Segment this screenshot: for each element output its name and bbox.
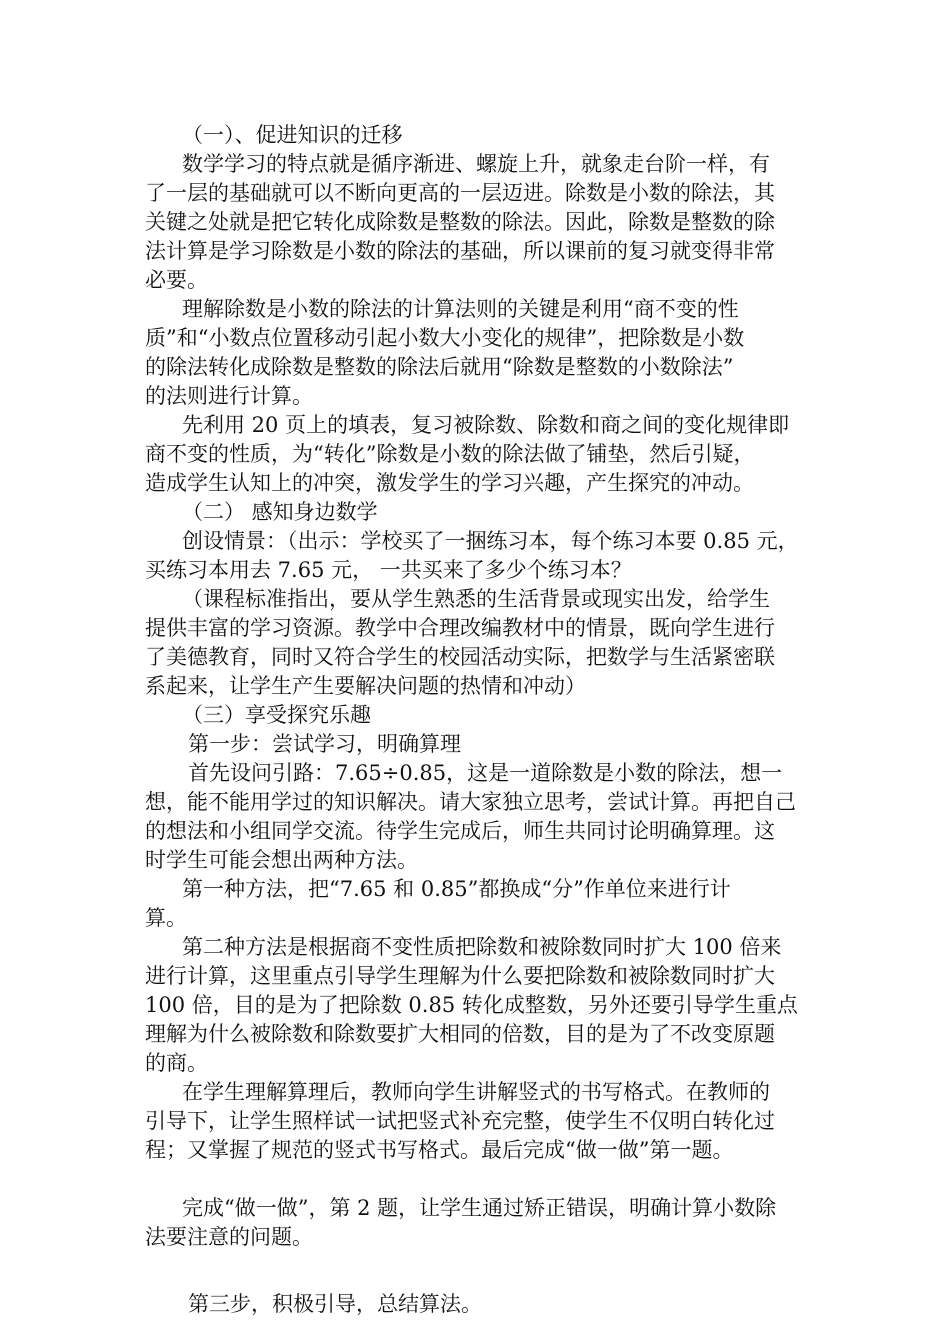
- paragraph-line: 法计算是学习除数是小数的除法的基础，所以课前的复习就变得非常: [145, 239, 775, 263]
- paragraph-line: 想，能不能用学过的知识解决。请大家独立思考，尝试计算。再把自己: [145, 790, 796, 814]
- paragraph-line: 100 倍，目的是为了把除数 0.85 转化成整数，另外还要引导学生重点: [145, 993, 798, 1017]
- paragraph-line: 法要注意的问题。: [145, 1225, 313, 1249]
- paragraph-line: 完成“做一做”，第 2 题，让学生通过矫正错误，明确计算小数除: [182, 1196, 777, 1220]
- paragraph-line: 数学学习的特点就是循序渐进、螺旋上升，就象走台阶一样，有: [182, 152, 770, 176]
- paragraph-line: （课程标准指出，要从学生熟悉的生活背景或现实出发，给学生: [182, 587, 770, 611]
- paragraph-line: 进行计算，这里重点引导学生理解为什么要把除数和被除数同时扩大: [145, 964, 775, 988]
- paragraph-line: 了一层的基础就可以不断向更高的一层迈进。除数是小数的除法，其: [145, 181, 775, 205]
- paragraph-line: 必要。: [145, 268, 208, 292]
- paragraph-line: 买练习本用去 7.65 元， 一共买来了多少个练习本？: [145, 558, 632, 582]
- paragraph-line: 商不变的性质，为“转化”除数是小数的除法做了铺垫，然后引疑，: [145, 442, 755, 466]
- step-heading-1: 第一步：尝试学习，明确算理: [188, 732, 461, 756]
- paragraph-line: 程；又掌握了规范的竖式书写格式。最后完成“做一做”第一题。: [145, 1138, 734, 1162]
- paragraph-line: 了美德教育，同时又符合学生的校园活动实际，把数学与生活紧密联: [145, 645, 775, 669]
- paragraph-line: 造成学生认知上的冲突，激发学生的学习兴趣，产生探究的冲动。: [145, 471, 754, 495]
- paragraph-line: 引导下，让学生照样试一试把竖式补充完整，使学生不仅明白转化过: [145, 1109, 775, 1133]
- paragraph-line: 理解除数是小数的除法的计算法则的关键是利用“商不变的性: [182, 297, 739, 321]
- paragraph-line: 理解为什么被除数和除数要扩大相同的倍数，目的是为了不改变原题: [145, 1022, 775, 1046]
- paragraph-line: 的法则进行计算。: [145, 384, 313, 408]
- section-heading-2: （二） 感知身边数学: [182, 500, 378, 524]
- paragraph-line: 创设情景：（出示：学校买了一捆练习本，每个练习本要 0.85 元，: [182, 529, 799, 553]
- section-heading-1: （一）、促进知识的迁移: [182, 123, 403, 147]
- paragraph-line: 的商。: [145, 1051, 208, 1075]
- step-heading-3: 第三步，积极引导，总结算法。: [188, 1292, 482, 1316]
- paragraph-line: 提供丰富的学习资源。教学中合理改编教材中的情景，既向学生进行: [145, 616, 775, 640]
- paragraph-line: 在学生理解算理后，教师向学生讲解竖式的书写格式。在教师的: [182, 1080, 770, 1104]
- paragraph-line: 的除法转化成除数是整数的除法后就用“除数是整数的小数除法”: [145, 355, 734, 379]
- paragraph-line: 首先设问引路：7.65÷0.85，这是一道除数是小数的除法，想一: [188, 761, 783, 785]
- paragraph-line: 的想法和小组同学交流。待学生完成后，师生共同讨论明确算理。这: [145, 819, 775, 843]
- paragraph-line: 关键之处就是把它转化成除数是整数的除法。因此，除数是整数的除: [145, 210, 775, 234]
- paragraph-line: 第二种方法是根据商不变性质把除数和被除数同时扩大 100 倍来: [182, 935, 782, 959]
- paragraph-line: 时学生可能会想出两种方法。: [145, 848, 418, 872]
- section-heading-3: （三）享受探究乐趣: [182, 703, 371, 727]
- paragraph-line: 质”和“小数点位置移动引起小数大小变化的规律”，把除数是小数: [145, 326, 745, 350]
- paragraph-line: 第一种方法，把“7.65 和 0.85”都换成“分”作单位来进行计: [182, 877, 731, 901]
- paragraph-line: 先利用 20 页上的填表，复习被除数、除数和商之间的变化规律即: [182, 413, 790, 437]
- paragraph-line: 算。: [145, 906, 187, 930]
- paragraph-line: 系起来，让学生产生要解决问题的热情和冲动）: [145, 674, 586, 698]
